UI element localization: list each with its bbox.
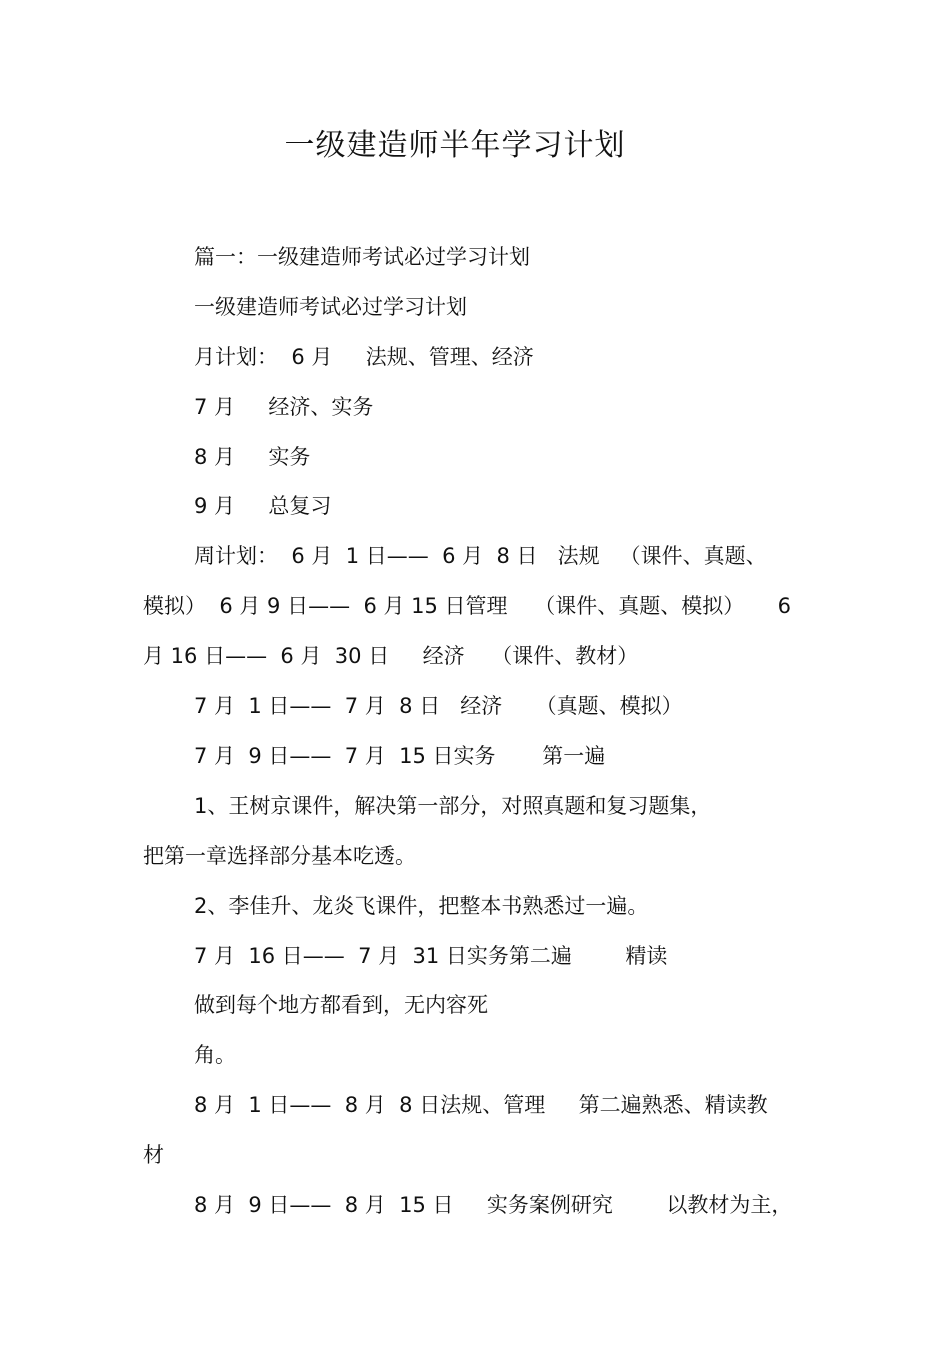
paragraph-line: 7 月 经济、实务	[194, 395, 374, 419]
paragraph-line: 做到每个地方都看到，无内容死	[194, 993, 488, 1017]
paragraph-line: 月计划： 6 月 法规、管理、经济	[194, 345, 534, 369]
paragraph-line: 8 月 1 日—— 8 月 8 日法规、管理 第二遍熟悉、精读教	[194, 1093, 768, 1117]
paragraph-line: 9 月 总复习	[194, 494, 332, 518]
paragraph-line: 角。	[194, 1043, 236, 1067]
page-title: 一级建造师半年学习计划	[284, 128, 626, 163]
paragraph-line: 8 月 9 日—— 8 月 15 日 实务案例研究 以教材为主，	[194, 1193, 793, 1217]
paragraph-line: 月 16 日—— 6 月 30 日 经济 （课件、教材）	[143, 644, 639, 668]
section-heading: 篇一：一级建造师考试必过学习计划	[194, 245, 530, 269]
paragraph-line: 8 月 实务	[194, 445, 311, 469]
paragraph-line: 材	[143, 1143, 164, 1167]
paragraph-line: 2、李佳升、龙炎飞课件，把整本书熟悉过一遍。	[194, 894, 649, 918]
paragraph-line: 把第一章选择部分基本吃透。	[143, 844, 416, 868]
paragraph-line: 1、王树京课件，解决第一部分，对照真题和复习题集，	[194, 794, 712, 818]
paragraph-line: 7 月 1 日—— 7 月 8 日 经济 （真题、模拟）	[194, 694, 683, 718]
paragraph-line: 7 月 9 日—— 7 月 15 日实务 第一遍	[194, 744, 606, 768]
paragraph-line: 模拟） 6 月 9 日—— 6 月 15 日管理 （课件、真题、模拟） 6	[143, 594, 791, 618]
paragraph-line: 7 月 16 日—— 7 月 31 日实务第二遍 精读	[194, 944, 668, 968]
paragraph-line: 周计划： 6 月 1 日—— 6 月 8 日 法规 （课件、真题、	[194, 544, 767, 568]
subheading: 一级建造师考试必过学习计划	[194, 295, 467, 319]
